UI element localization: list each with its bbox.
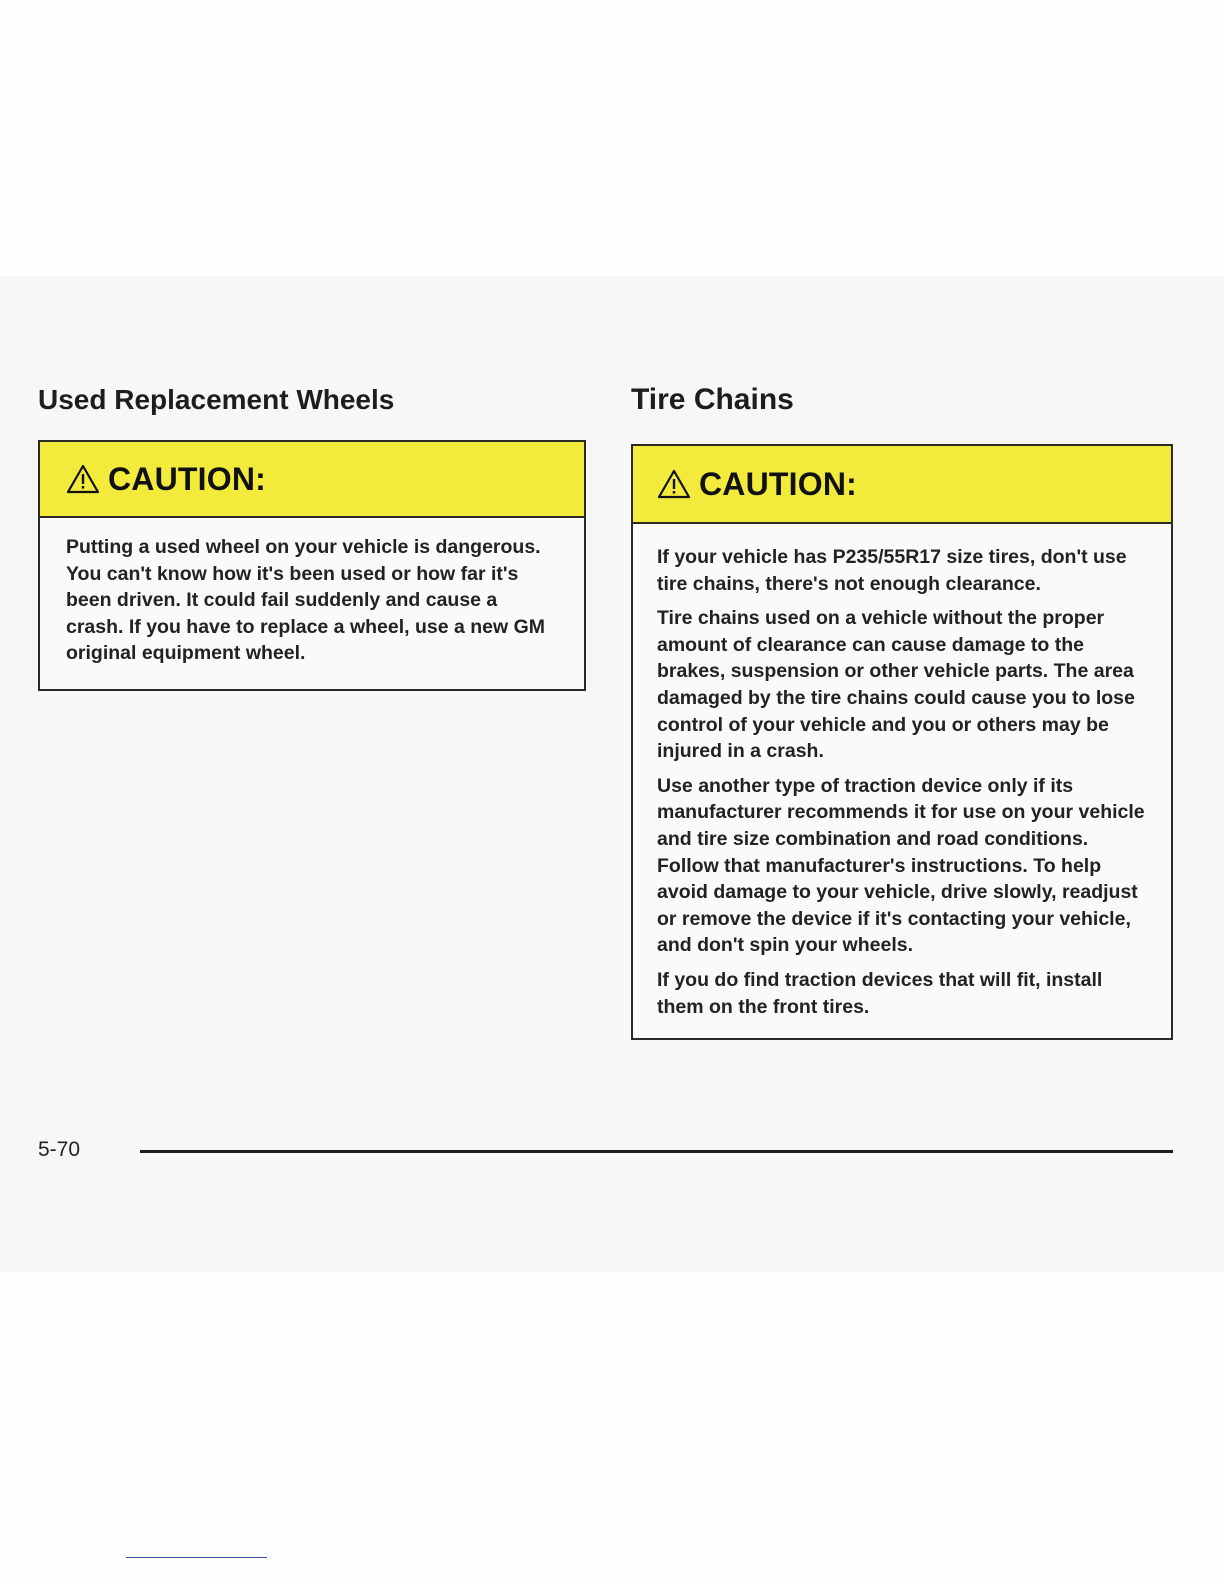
bottom-divider	[126, 1557, 267, 1558]
caution-paragraph: If you do find traction devices that will fit, install them on the front tires.	[657, 968, 1103, 1018]
caution-header	[40, 442, 584, 518]
warning-triangle-icon	[66, 464, 100, 494]
caution-paragraph: Putting a used wheel on your vehicle is dangerous. You can't know how it's been used or how far it's been driven. It could fail suddenly and cause a crash. If you have to replace a wheel, use a new GM original equipment wheel.	[66, 536, 546, 665]
caution-paragraph: If your vehicle has P235/55R17 size tires, don't use tire chains, there's not enough clearance.	[657, 546, 1127, 595]
page-footer	[38, 1138, 1173, 1168]
caution-label: CAUTION:	[699, 465, 858, 502]
caution-body	[40, 518, 584, 689]
caution-paragraph: Tire chains used on a vehicle without the proper amount of clearance can cause damage to the brakes, suspension or other vehicle parts. The area damaged by the tire chains could cause you to lose control of your vehicle and you or others may be injured in a crash.	[657, 607, 1135, 763]
section-heading: Used Replacement Wheels	[38, 384, 395, 415]
caution-label: CAUTION:	[108, 460, 267, 497]
caution-box	[631, 444, 1173, 1040]
footer-rule	[140, 1150, 1173, 1153]
section-heading: Tire Chains	[631, 383, 794, 416]
caution-header	[633, 446, 1171, 524]
caution-paragraph: Use another type of traction device only if its manufacturer recommends it for use on your vehicle and tire size combination and road conditions. Follow that manufacturer's instructions. To help avoid damage to your vehicle, drive slowly, readjust or remove the device if it's contacting your vehicle, and don't spin your wheels.	[657, 774, 1145, 957]
used-replacement-wheels-section	[38, 382, 586, 691]
warning-triangle-icon	[657, 469, 691, 499]
page-number: 5-70	[38, 1138, 81, 1161]
caution-body	[633, 524, 1171, 1038]
tire-chains-section	[631, 382, 1173, 1040]
caution-box	[38, 440, 586, 691]
